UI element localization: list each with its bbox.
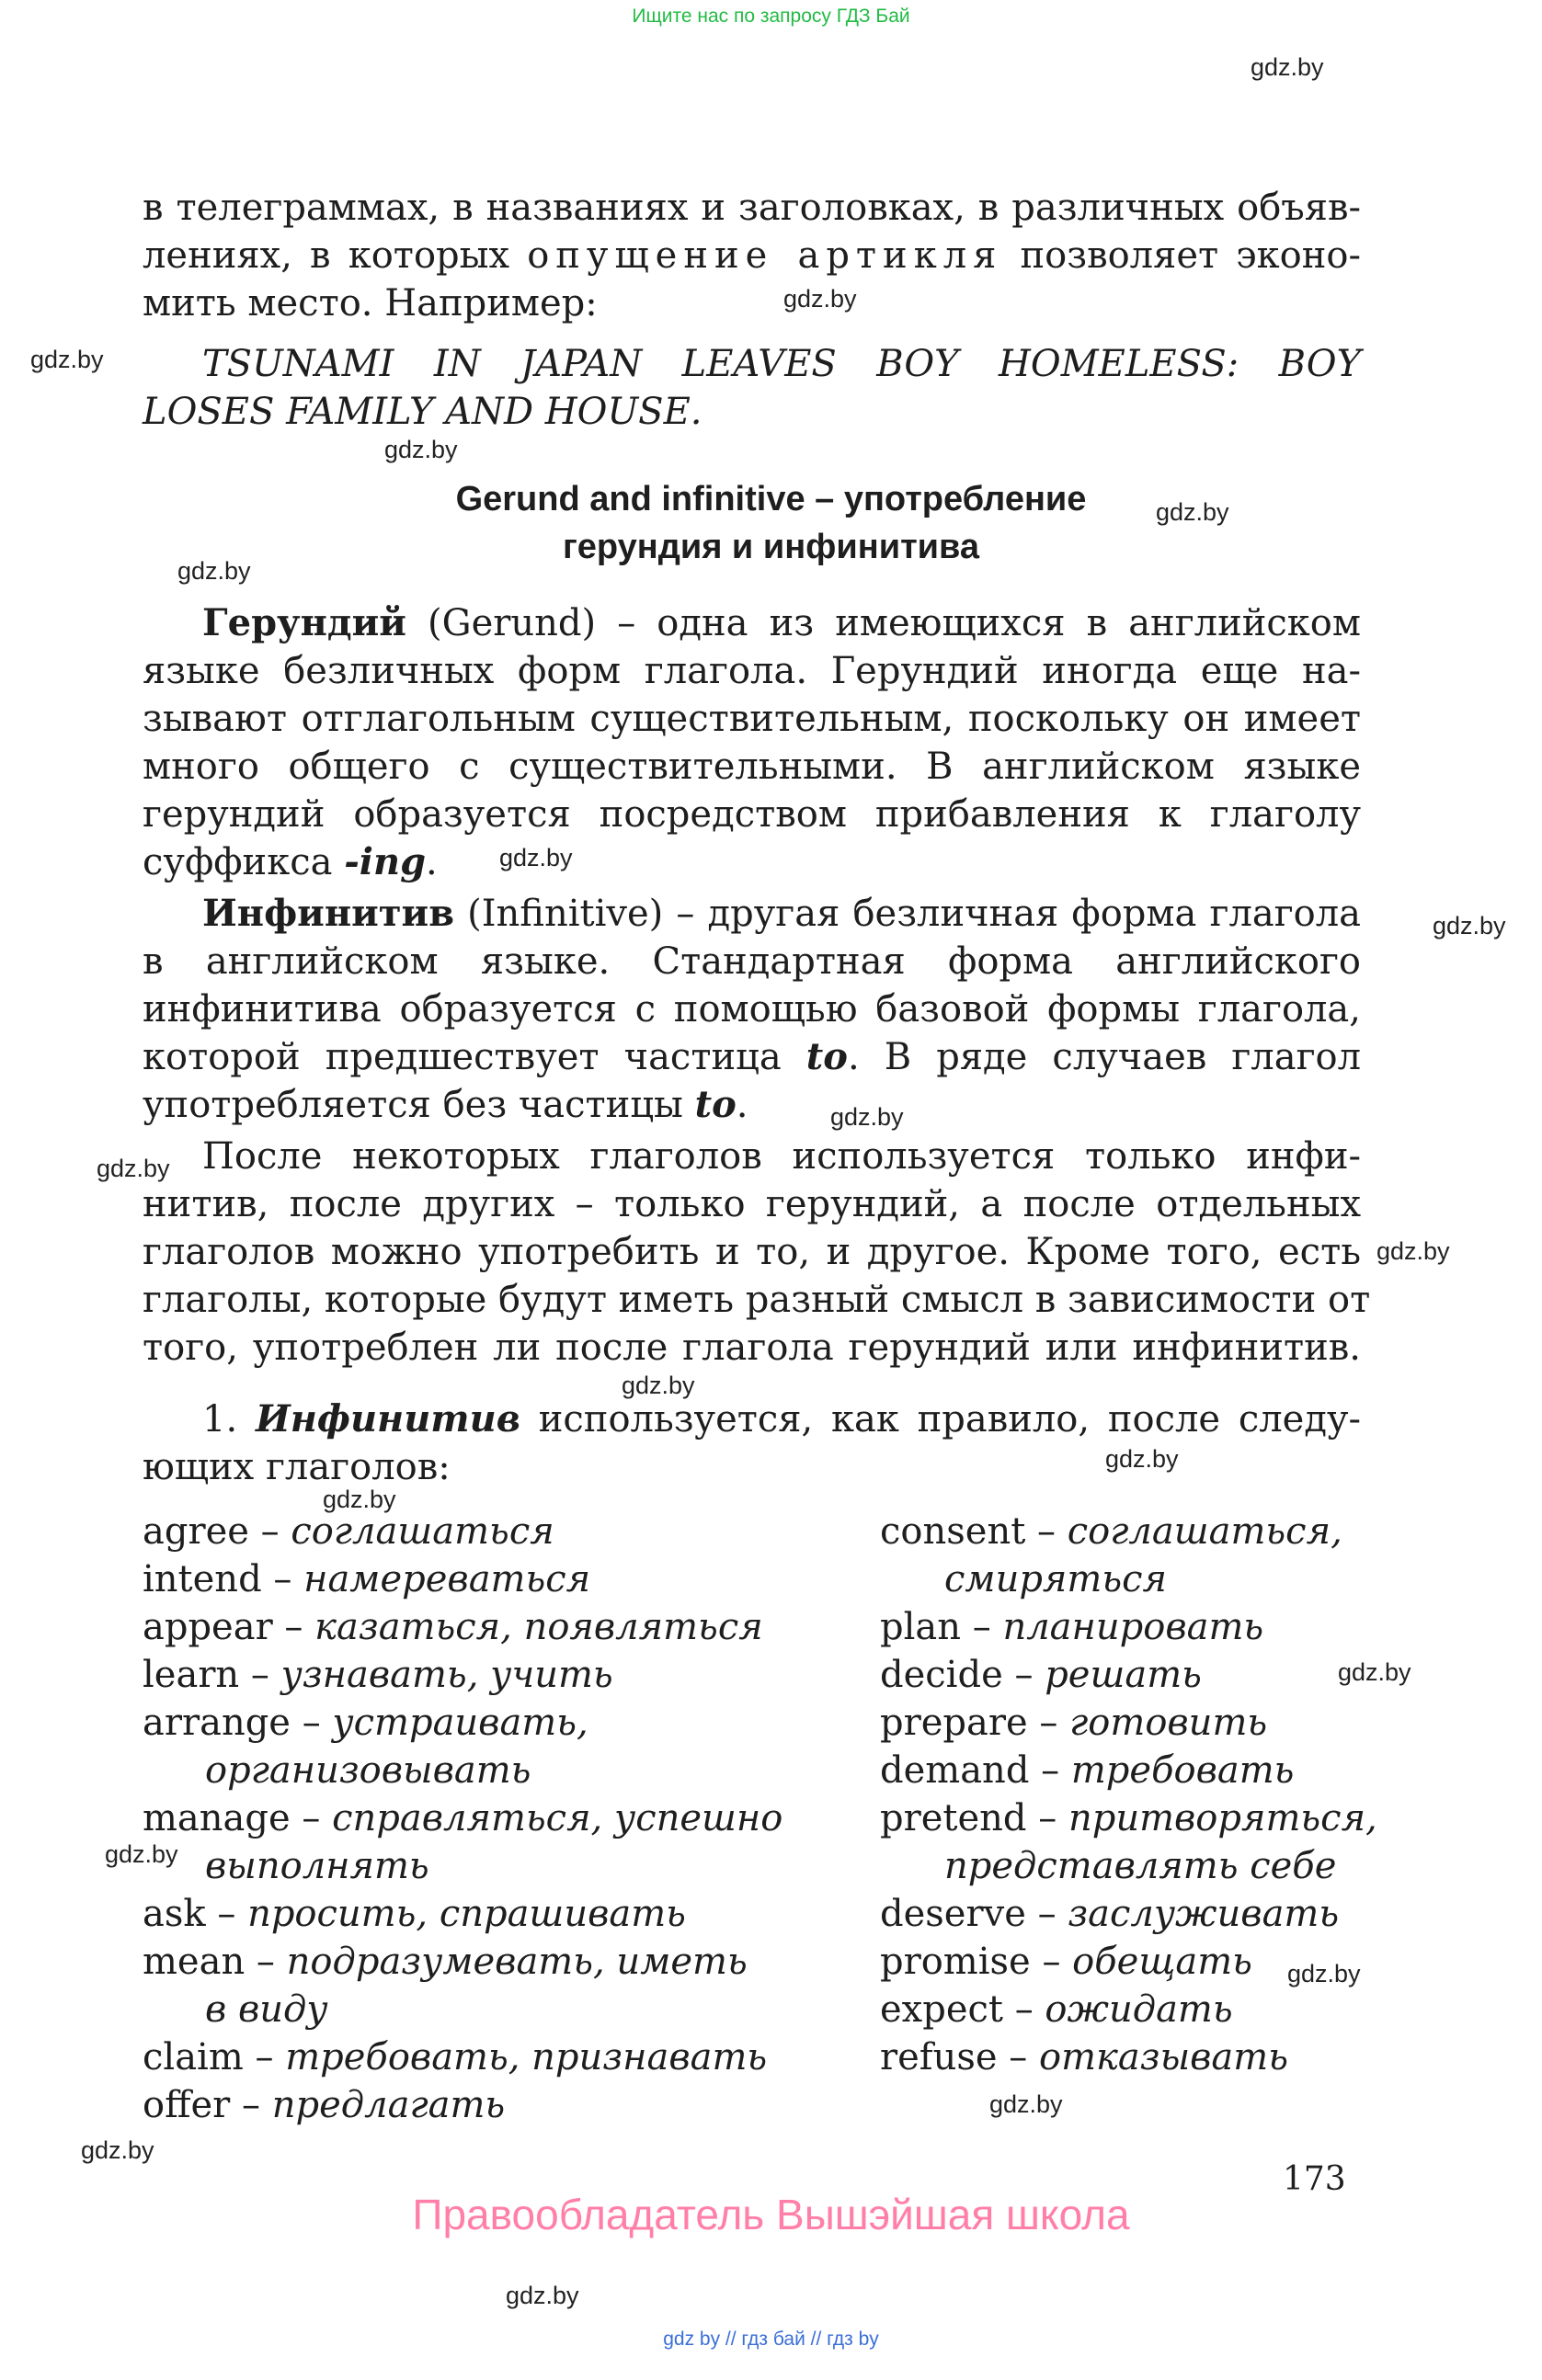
section-heading: Gerund and infinitive – употребление: [455, 480, 1087, 518]
watermark: gdz.by: [105, 1840, 178, 1868]
dash: –: [290, 1797, 333, 1839]
verb-translation: притворяться,: [1068, 1797, 1377, 1839]
verb-translation-cont: [205, 1986, 328, 2033]
verb-word: arrange: [143, 1702, 291, 1744]
text-span: суффикса: [143, 841, 333, 883]
watermark: gdz.by: [97, 1155, 170, 1182]
dash: –: [290, 1702, 333, 1744]
gerund-line: зывают отглагольным существительным, поскольку он имеет: [143, 698, 1361, 740]
verb-word: claim: [143, 2036, 244, 2078]
intro-line: [143, 232, 1361, 279]
verb-translation: просить, спрашивать: [247, 1893, 686, 1935]
intro-line: мить место. Например:: [143, 282, 598, 325]
verb-word: plan: [880, 1606, 962, 1648]
watermark: gdz.by: [1433, 912, 1506, 939]
verb-translation-cont: [205, 1747, 531, 1794]
watermark: gdz.by: [1251, 53, 1324, 81]
dash: –: [1025, 1893, 1068, 1935]
dash: –: [997, 2036, 1039, 2078]
watermark: gdz.by: [622, 1372, 695, 1399]
watermark: gdz.by: [783, 285, 857, 313]
watermark: gdz.by: [989, 2090, 1063, 2118]
text-span: (Gerund) – одна из имеющихся в английском: [428, 602, 1362, 644]
infinitive-line: в английском языке. Стандартная форма английского: [143, 940, 1361, 983]
watermark: gdz.by: [1105, 1445, 1179, 1473]
spaced-emphasis: опущение артикля: [527, 234, 1003, 277]
watermark: gdz.by: [177, 557, 251, 585]
verb-word: promise: [880, 1941, 1031, 1983]
term-gerund: Герундий: [202, 601, 406, 644]
headline-example: LOSES FAMILY AND HOUSE.: [143, 391, 702, 433]
text-span: которой предшествует частица: [143, 1036, 782, 1078]
verb-entry: [880, 1794, 1377, 1842]
verb-translation: предлагать: [271, 2084, 506, 2126]
dash: –: [1002, 1988, 1045, 2031]
text-span: лениях, в которых: [143, 234, 510, 277]
verb-translation-cont: [205, 1842, 429, 1890]
verb-translation: выполнять: [205, 1845, 429, 1887]
verb-entry: [143, 2081, 505, 2129]
section-heading: герундия и инфинитива: [562, 528, 980, 566]
dash: –: [243, 2036, 286, 2078]
para3-line: После некоторых глаголов используется только инфи-: [202, 1135, 1361, 1178]
gerund-line: много общего с существительными. В английском языке: [143, 746, 1361, 788]
para3-line: того, употреблен ли после глагола герундий или инфинитив.: [143, 1327, 1361, 1369]
term-infinitive: Инфинитив: [255, 1397, 520, 1441]
dash: –: [1027, 1702, 1070, 1744]
verb-word: demand: [880, 1749, 1030, 1792]
verb-entry: [880, 1747, 1294, 1794]
verb-translation: в виду: [205, 1988, 328, 2031]
verb-word: refuse: [880, 2036, 998, 2078]
watermark: gdz.by: [506, 2282, 579, 2309]
dash: –: [1002, 1654, 1045, 1696]
verb-translation-cont: [944, 1555, 1167, 1603]
verb-entry: [143, 1794, 782, 1842]
verb-translation: соглашаться: [291, 1510, 554, 1553]
verb-word: appear: [143, 1606, 273, 1648]
verb-translation: соглашаться,: [1067, 1510, 1342, 1553]
verb-translation: готовить: [1069, 1702, 1268, 1744]
verb-word: manage: [143, 1797, 291, 1839]
particle-to: to: [694, 1083, 737, 1126]
verb-translation: планировать: [1002, 1606, 1264, 1648]
verb-translation: решать: [1045, 1654, 1202, 1696]
verb-entry: [143, 1699, 588, 1747]
verb-word: offer: [143, 2084, 231, 2126]
para3-line: нитив, после других – только герундий, а после отдельных: [143, 1183, 1361, 1225]
verb-translation: ожидать: [1045, 1988, 1233, 2031]
verb-translation: смиряться: [944, 1558, 1168, 1600]
infinitive-line: инфинитива образуется с помощью базовой формы глагола,: [143, 988, 1361, 1031]
verb-word: decide: [880, 1654, 1003, 1696]
rule-number: 1.: [202, 1398, 238, 1441]
text-span: используется, как правило, после следу-: [538, 1398, 1362, 1441]
verb-translation-cont: [944, 1842, 1336, 1890]
dash: –: [1029, 1749, 1071, 1792]
verb-translation: представлять себе: [944, 1845, 1337, 1887]
gerund-line: [202, 599, 1361, 647]
verb-entry: [880, 1938, 1252, 1986]
dash: –: [1026, 1797, 1068, 1839]
verb-word: consent: [880, 1510, 1026, 1553]
verb-word: ask: [143, 1893, 206, 1935]
dash: –: [230, 2084, 272, 2126]
watermark: gdz.by: [499, 844, 573, 871]
infinitive-line: [202, 890, 1361, 938]
verb-entry: [880, 1986, 1233, 2033]
verb-word: intend: [143, 1558, 262, 1600]
para3-line: глаголов можно употребить и то, и другое. Кроме того, есть: [143, 1231, 1361, 1273]
text-span: . В ряде случаев глагол: [847, 1036, 1362, 1078]
text-span: употребляется без частицы: [143, 1084, 683, 1126]
verb-entry: [880, 2033, 1288, 2081]
dash: –: [248, 1510, 291, 1553]
headline-example: TSUNAMI IN JAPAN LEAVES BOY HOMELESS: BOY: [202, 343, 1361, 385]
text-span: (Infinitive) – другая безличная форма глагола: [467, 893, 1361, 935]
verb-translation: отказывать: [1039, 2036, 1288, 2078]
suffix-ing: -ing: [344, 840, 427, 883]
verb-entry: [143, 1603, 763, 1651]
verb-entry: [880, 1699, 1267, 1747]
watermark: gdz.by: [323, 1486, 396, 1513]
particle-to: to: [805, 1035, 848, 1078]
verb-word: agree: [143, 1510, 249, 1553]
verb-entry: [880, 1890, 1339, 1938]
verb-entry: [143, 1890, 686, 1938]
watermark: gdz.by: [1287, 1960, 1361, 1987]
dash: –: [205, 1893, 248, 1935]
verb-translation: подразумевать, иметь: [286, 1941, 748, 1983]
verb-entry: [143, 1508, 554, 1555]
verb-translation: справляться, успешно: [332, 1797, 783, 1839]
text-span: позволяет эконо-: [1020, 234, 1362, 277]
dash: –: [1030, 1941, 1073, 1983]
watermark: gdz.by: [81, 2136, 154, 2164]
verb-translation: требовать: [1070, 1749, 1295, 1792]
rule1-line: ющих глаголов:: [143, 1446, 451, 1488]
gerund-line: языке безличных форм глагола. Герундий иногда еще на-: [143, 650, 1361, 692]
term-infinitive: Инфинитив: [202, 892, 455, 935]
dash: –: [1025, 1510, 1068, 1553]
verb-translation: организовывать: [205, 1749, 531, 1792]
verb-word: prepare: [880, 1702, 1028, 1744]
dash: –: [961, 1606, 1003, 1648]
verb-word: deserve: [880, 1893, 1026, 1935]
verb-word: pretend: [880, 1797, 1027, 1839]
verb-word: expect: [880, 1988, 1003, 2031]
watermark: gdz.by: [830, 1103, 904, 1131]
watermark: gdz.by: [1156, 498, 1229, 526]
verb-translation: узнавать, учить: [280, 1654, 613, 1696]
dash: –: [239, 1654, 281, 1696]
verb-entry: [880, 1603, 1263, 1651]
para3-line: глаголы, которые будут иметь разный смысл в зависимости от: [143, 1279, 1371, 1321]
infinitive-line: употребляется без частицы to.: [143, 1083, 748, 1126]
dash: –: [245, 1941, 287, 1983]
verb-translation: казаться, появляться: [314, 1606, 763, 1648]
verb-word: mean: [143, 1941, 246, 1983]
verb-translation: заслуживать: [1068, 1893, 1340, 1935]
verb-translation: намереваться: [303, 1558, 591, 1600]
verb-entry: [143, 1938, 748, 1986]
watermark: gdz.by: [384, 436, 458, 463]
verb-translation: устраивать,: [332, 1702, 588, 1744]
verb-entry: [143, 2033, 767, 2081]
gerund-line: герундий образуется посредством прибавления к глаголу: [143, 793, 1361, 836]
intro-line: в телеграммах, в названиях и заголовках, в различных объяв-: [143, 187, 1361, 229]
watermark: gdz.by: [1338, 1658, 1411, 1686]
top-note[interactable]: Ищите нас по запросу ГДЗ Бай: [632, 6, 910, 27]
infinitive-line: [143, 1033, 1361, 1081]
verb-entry: [880, 1651, 1202, 1699]
page-number: 173: [1283, 2160, 1346, 2198]
verb-translation: обещать: [1072, 1941, 1252, 1983]
verb-translation: требовать, признавать: [285, 2036, 768, 2078]
dash: –: [261, 1558, 304, 1600]
watermark: gdz.by: [1376, 1237, 1450, 1265]
bottom-links[interactable]: gdz by // гдз бай // гдз by: [663, 2329, 879, 2350]
verb-word: learn: [143, 1654, 240, 1696]
gerund-line: суффикса -ing.: [143, 840, 438, 883]
verb-entry: [143, 1651, 613, 1699]
rule1-line: [202, 1395, 1361, 1443]
dash: –: [272, 1606, 315, 1648]
watermark: gdz.by: [30, 346, 104, 373]
verb-entry: [880, 1508, 1342, 1555]
verb-entry: [143, 1555, 590, 1603]
copyright-footer: Правообладатель Вышэйшая школа: [412, 2191, 1130, 2238]
